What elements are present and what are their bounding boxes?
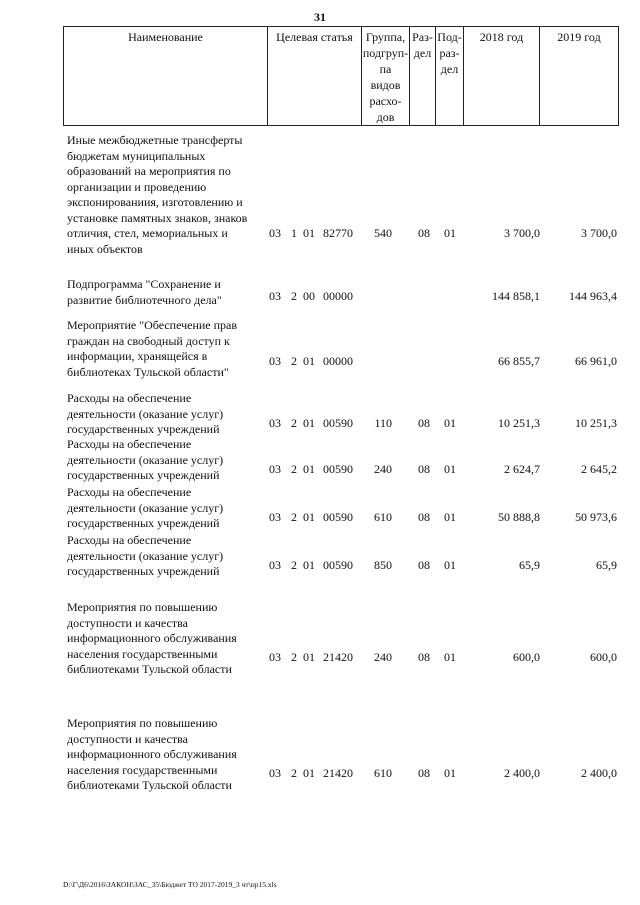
row-name: Расходы на обеспечение деятельности (оказание услуг) государственных учреждений (67, 437, 224, 482)
header-subsection-label: Под- раз- дел (437, 30, 462, 76)
row-amount-2018: 600,0 (513, 649, 540, 664)
row-amount-2018: 2 624,7 (504, 461, 540, 476)
target-code-subprogram: 2 (291, 649, 297, 664)
row-expense-group: 540 (374, 226, 392, 240)
row-amount-2018: 3 700,0 (504, 226, 540, 240)
target-code-program: 03 (269, 353, 281, 368)
row-section: 08 (418, 649, 430, 664)
target-code-activity: 00 (303, 289, 315, 304)
target-code-activity: 01 (303, 461, 315, 476)
row-amount-2019: 2 400,0 (581, 765, 617, 780)
header-group-label: Группа, подгруп- па видов расхо- дов (362, 30, 409, 124)
target-code-program: 03 (269, 649, 281, 664)
page-number: 31 (314, 10, 326, 24)
target-code-direction: 00590 (323, 557, 353, 572)
row-amount-2019: 66 961,0 (575, 353, 617, 368)
target-code-subprogram: 1 (291, 226, 297, 240)
row-amount-2018: 2 400,0 (504, 765, 540, 780)
target-code-activity: 01 (303, 226, 315, 240)
header-year-2018-label: 2018 год (479, 30, 524, 44)
target-code-program: 03 (269, 289, 281, 304)
row-section: 08 (418, 415, 430, 430)
target-code-direction: 21420 (323, 765, 353, 780)
target-code-program: 03 (269, 415, 281, 430)
row-subsection: 01 (444, 461, 456, 476)
row-amount-2019: 50 973,6 (575, 509, 617, 524)
target-code-direction: 00590 (323, 509, 353, 524)
header-year-2019 (540, 27, 618, 125)
table-header (63, 26, 619, 126)
target-code-program: 03 (269, 461, 281, 476)
row-amount-2019: 10 251,3 (575, 415, 617, 430)
target-code-direction: 00590 (323, 415, 353, 430)
row-name: Мероприятие "Обеспечение прав граждан на свободный доступ к информации, хранящейся в библиотеках Тульской области" (67, 318, 238, 379)
header-section (410, 27, 436, 125)
row-name: Расходы на обеспечение деятельности (оказание услуг) государственных учреждений (67, 533, 224, 578)
row-amount-2018: 66 855,7 (498, 353, 540, 368)
target-code-subprogram: 2 (291, 415, 297, 430)
row-subsection: 01 (444, 765, 456, 780)
target-code-subprogram: 2 (291, 765, 297, 780)
row-amount-2019: 144 963,4 (569, 289, 617, 304)
row-name: Мероприятия по повышению доступности и качества информационного обслуживания населения государственными библиотеками Тульской области (67, 600, 237, 676)
row-section: 08 (418, 461, 430, 476)
target-code-direction: 00590 (323, 461, 353, 476)
row-section: 08 (418, 509, 430, 524)
target-code-activity: 01 (303, 557, 315, 572)
target-code-activity: 01 (303, 415, 315, 430)
header-year-2018 (464, 27, 540, 125)
header-subsection (436, 27, 464, 125)
row-expense-group: 610 (374, 765, 392, 780)
row-section: 08 (418, 557, 430, 572)
row-expense-group: 110 (374, 415, 392, 430)
header-group (362, 27, 410, 125)
header-target (268, 27, 362, 125)
header-name (64, 27, 268, 125)
row-subsection: 01 (444, 415, 456, 430)
target-code-direction: 82770 (323, 226, 353, 240)
target-code-activity: 01 (303, 353, 315, 368)
target-code-subprogram: 2 (291, 289, 297, 304)
row-name: Мероприятия по повышению доступности и качества информационного обслуживания населения государственными библиотеками Тульской области (67, 716, 237, 792)
row-expense-group: 850 (374, 557, 392, 572)
header-name-label: Наименование (128, 30, 203, 44)
row-name: Подпрограмма "Сохранение и развитие библиотечного дела" (67, 277, 222, 307)
row-amount-2019: 65,9 (596, 557, 617, 572)
target-code-subprogram: 2 (291, 461, 297, 476)
target-code-program: 03 (269, 765, 281, 780)
target-code-program: 03 (269, 509, 281, 524)
row-amount-2018: 65,9 (519, 557, 540, 572)
row-section: 08 (418, 765, 430, 780)
row-name: Расходы на обеспечение деятельности (оказание услуг) государственных учреждений (67, 485, 224, 530)
target-code-subprogram: 2 (291, 509, 297, 524)
row-amount-2018: 50 888,8 (498, 509, 540, 524)
row-amount-2018: 10 251,3 (498, 415, 540, 430)
row-amount-2019: 3 700,0 (581, 226, 617, 240)
target-code-activity: 01 (303, 649, 315, 664)
row-expense-group: 610 (374, 509, 392, 524)
header-target-label: Целевая статья (276, 30, 353, 44)
target-code-direction: 00000 (323, 289, 353, 304)
target-code-subprogram: 2 (291, 557, 297, 572)
row-subsection: 01 (444, 509, 456, 524)
row-section: 08 (418, 226, 430, 240)
row-name: Расходы на обеспечение деятельности (оказание услуг) государственных учреждений (67, 391, 224, 436)
target-code-direction: 00000 (323, 353, 353, 368)
target-code-activity: 01 (303, 765, 315, 780)
row-expense-group: 240 (374, 461, 392, 476)
row-subsection: 01 (444, 649, 456, 664)
target-code-program: 03 (269, 226, 281, 240)
row-amount-2019: 600,0 (590, 649, 617, 664)
row-amount-2018: 144 858,1 (492, 289, 540, 304)
row-subsection: 01 (444, 557, 456, 572)
target-code-direction: 21420 (323, 649, 353, 664)
row-amount-2019: 2 645,2 (581, 461, 617, 476)
row-name: Иные межбюджетные трансферты бюджетам муниципальных образований на мероприятия по организации и проведению экспонированиия, изготовлению и установке памятных знаков, знаков отличия, стел, мемориальных и иных объектов (67, 133, 248, 256)
row-subsection: 01 (444, 226, 456, 240)
header-year-2019-label: 2019 год (557, 30, 601, 44)
row-expense-group: 240 (374, 649, 392, 664)
target-code-program: 03 (269, 557, 281, 572)
header-section-label: Раз- дел (412, 30, 433, 60)
file-path-footer: D:\Г\Д6\2016\ЗАКОН\ЗАС_35\Бюджет ТО 2017-2019_3 чт\пр15.xls (63, 880, 277, 889)
target-code-activity: 01 (303, 509, 315, 524)
target-code-subprogram: 2 (291, 353, 297, 368)
